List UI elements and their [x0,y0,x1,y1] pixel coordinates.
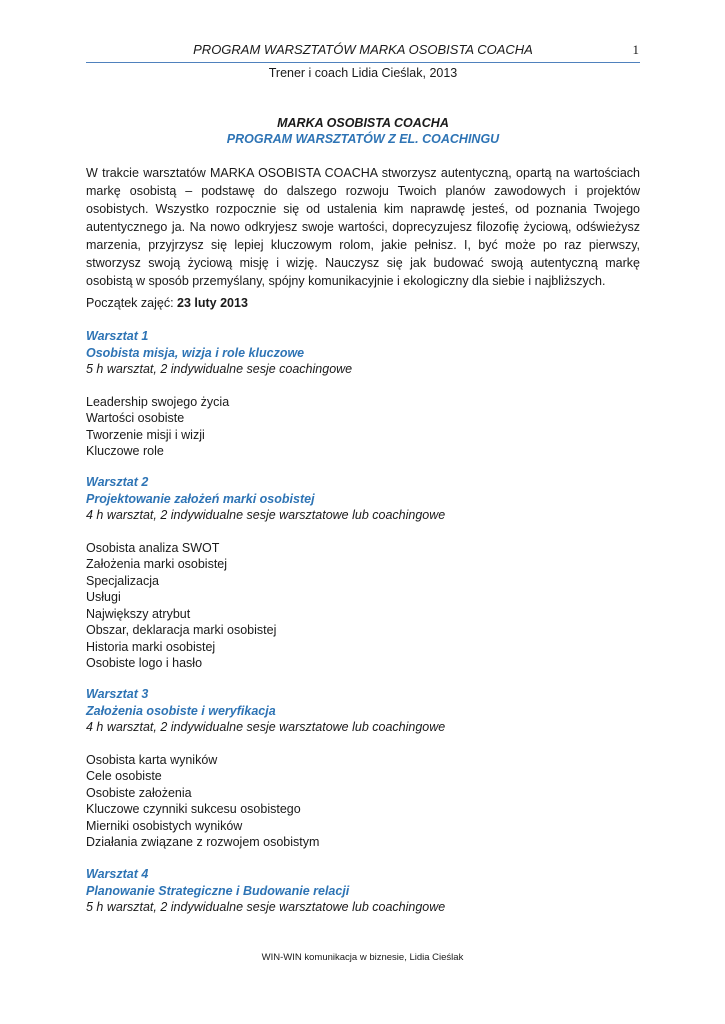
workshop-4 [86,866,640,916]
workshop-topics [86,394,640,460]
workshop-name: Projektowanie założeń marki osobistej [86,491,315,506]
workshop-name: Założenia osobiste i weryfikacja [86,703,276,718]
workshop-meta: 4 h warsztat, 2 indywidualne sesje warsztatowe lub coachingowe [86,720,446,734]
workshop-1 [86,328,640,460]
workshop-meta: 5 h warsztat, 2 indywidualne sesje warsztatowe lub coachingowe [86,900,446,914]
header-divider [86,62,640,63]
page-footer: WIN-WIN komunikacja w biznesie, Lidia Cieślak [261,952,464,963]
list-item: Kluczowe role [86,444,164,458]
header-title: PROGRAM WARSZTATÓW MARKA OSOBISTA COACHA [193,42,533,57]
workshop-label: Warsztat 4 [86,867,149,881]
document-subtitle: PROGRAM WARSZTATÓW Z EL. COACHINGU [226,132,500,146]
intro-paragraph: W trakcie warsztatów MARKA OSOBISTA COACHA stworzysz autentyczną, opartą na wartościach markę osobistą – podstawę do dalszego rozwoju Twoich planów zawodowych i projektów osobistych. Wszystko rozpocznie się od ustalenia kim naprawdę jesteś, od poznania Twojego autentycznego ja. Na nowo odkryjesz swoje wartości, doprecyzujesz filozofię życiową, odświeżysz marzenia, przyjrzysz się lepiej kluczowym rolom, jakie pełnisz. I, być może po raz pierwszy, stworzysz swoją życiową misję i wizję. Nauczysz się jak budować swoją autentyczną markę osobistą w sposób przemyślany, spójny komunikacyjnie i ekologiczny dla siebie i najbliższych. [86,166,640,288]
workshop-label: Warsztat 3 [86,687,149,701]
list-item: Osobista karta wyników [86,752,218,767]
list-item: Największy atrybut [86,606,191,621]
list-item: Leadership swojego życia [86,394,230,409]
list-item: Osobiste założenia [86,785,192,800]
list-item: Specjalizacja [86,573,159,588]
list-item: Usługi [86,590,121,604]
list-item: Tworzenie misji i wizji [86,427,205,442]
workshop-label: Warsztat 1 [86,329,149,343]
list-item: Cele osobiste [86,769,162,783]
list-item: Kluczowe czynniki sukcesu osobistego [86,802,301,816]
list-item: Założenia marki osobistej [86,557,228,571]
list-item: Osobista analiza SWOT [86,540,220,555]
document-title: MARKA OSOBISTA COACHA [277,116,449,130]
start-date: 23 luty 2013 [177,296,248,310]
workshop-2 [86,474,640,672]
list-item: Mierniki osobistych wyników [86,818,243,833]
list-item: Wartości osobiste [86,411,185,425]
page-number: 1 [632,42,639,57]
trainer-line: Trener i coach Lidia Cieślak, 2013 [268,66,458,80]
workshop-meta: 4 h warsztat, 2 indywidualne sesje warsztatowe lub coachingowe [86,508,446,522]
workshop-label: Warsztat 2 [86,475,149,489]
start-date-line [86,296,248,310]
workshop-name: Osobista misja, wizja i role kluczowe [86,345,305,360]
workshop-topics [86,540,640,672]
start-label: Początek zajęć: [86,296,178,310]
workshop-meta: 5 h warsztat, 2 indywidualne sesje coachingowe [86,362,353,376]
workshop-name: Planowanie Strategiczne i Budowanie relacji [86,883,350,898]
list-item: Obszar, deklaracja marki osobistej [86,623,277,637]
list-item: Osobiste logo i hasło [86,656,203,670]
list-item: Działania związane z rozwojem osobistym [86,835,320,849]
workshop-3 [86,686,640,851]
workshop-topics [86,752,640,851]
list-item: Historia marki osobistej [86,639,216,654]
